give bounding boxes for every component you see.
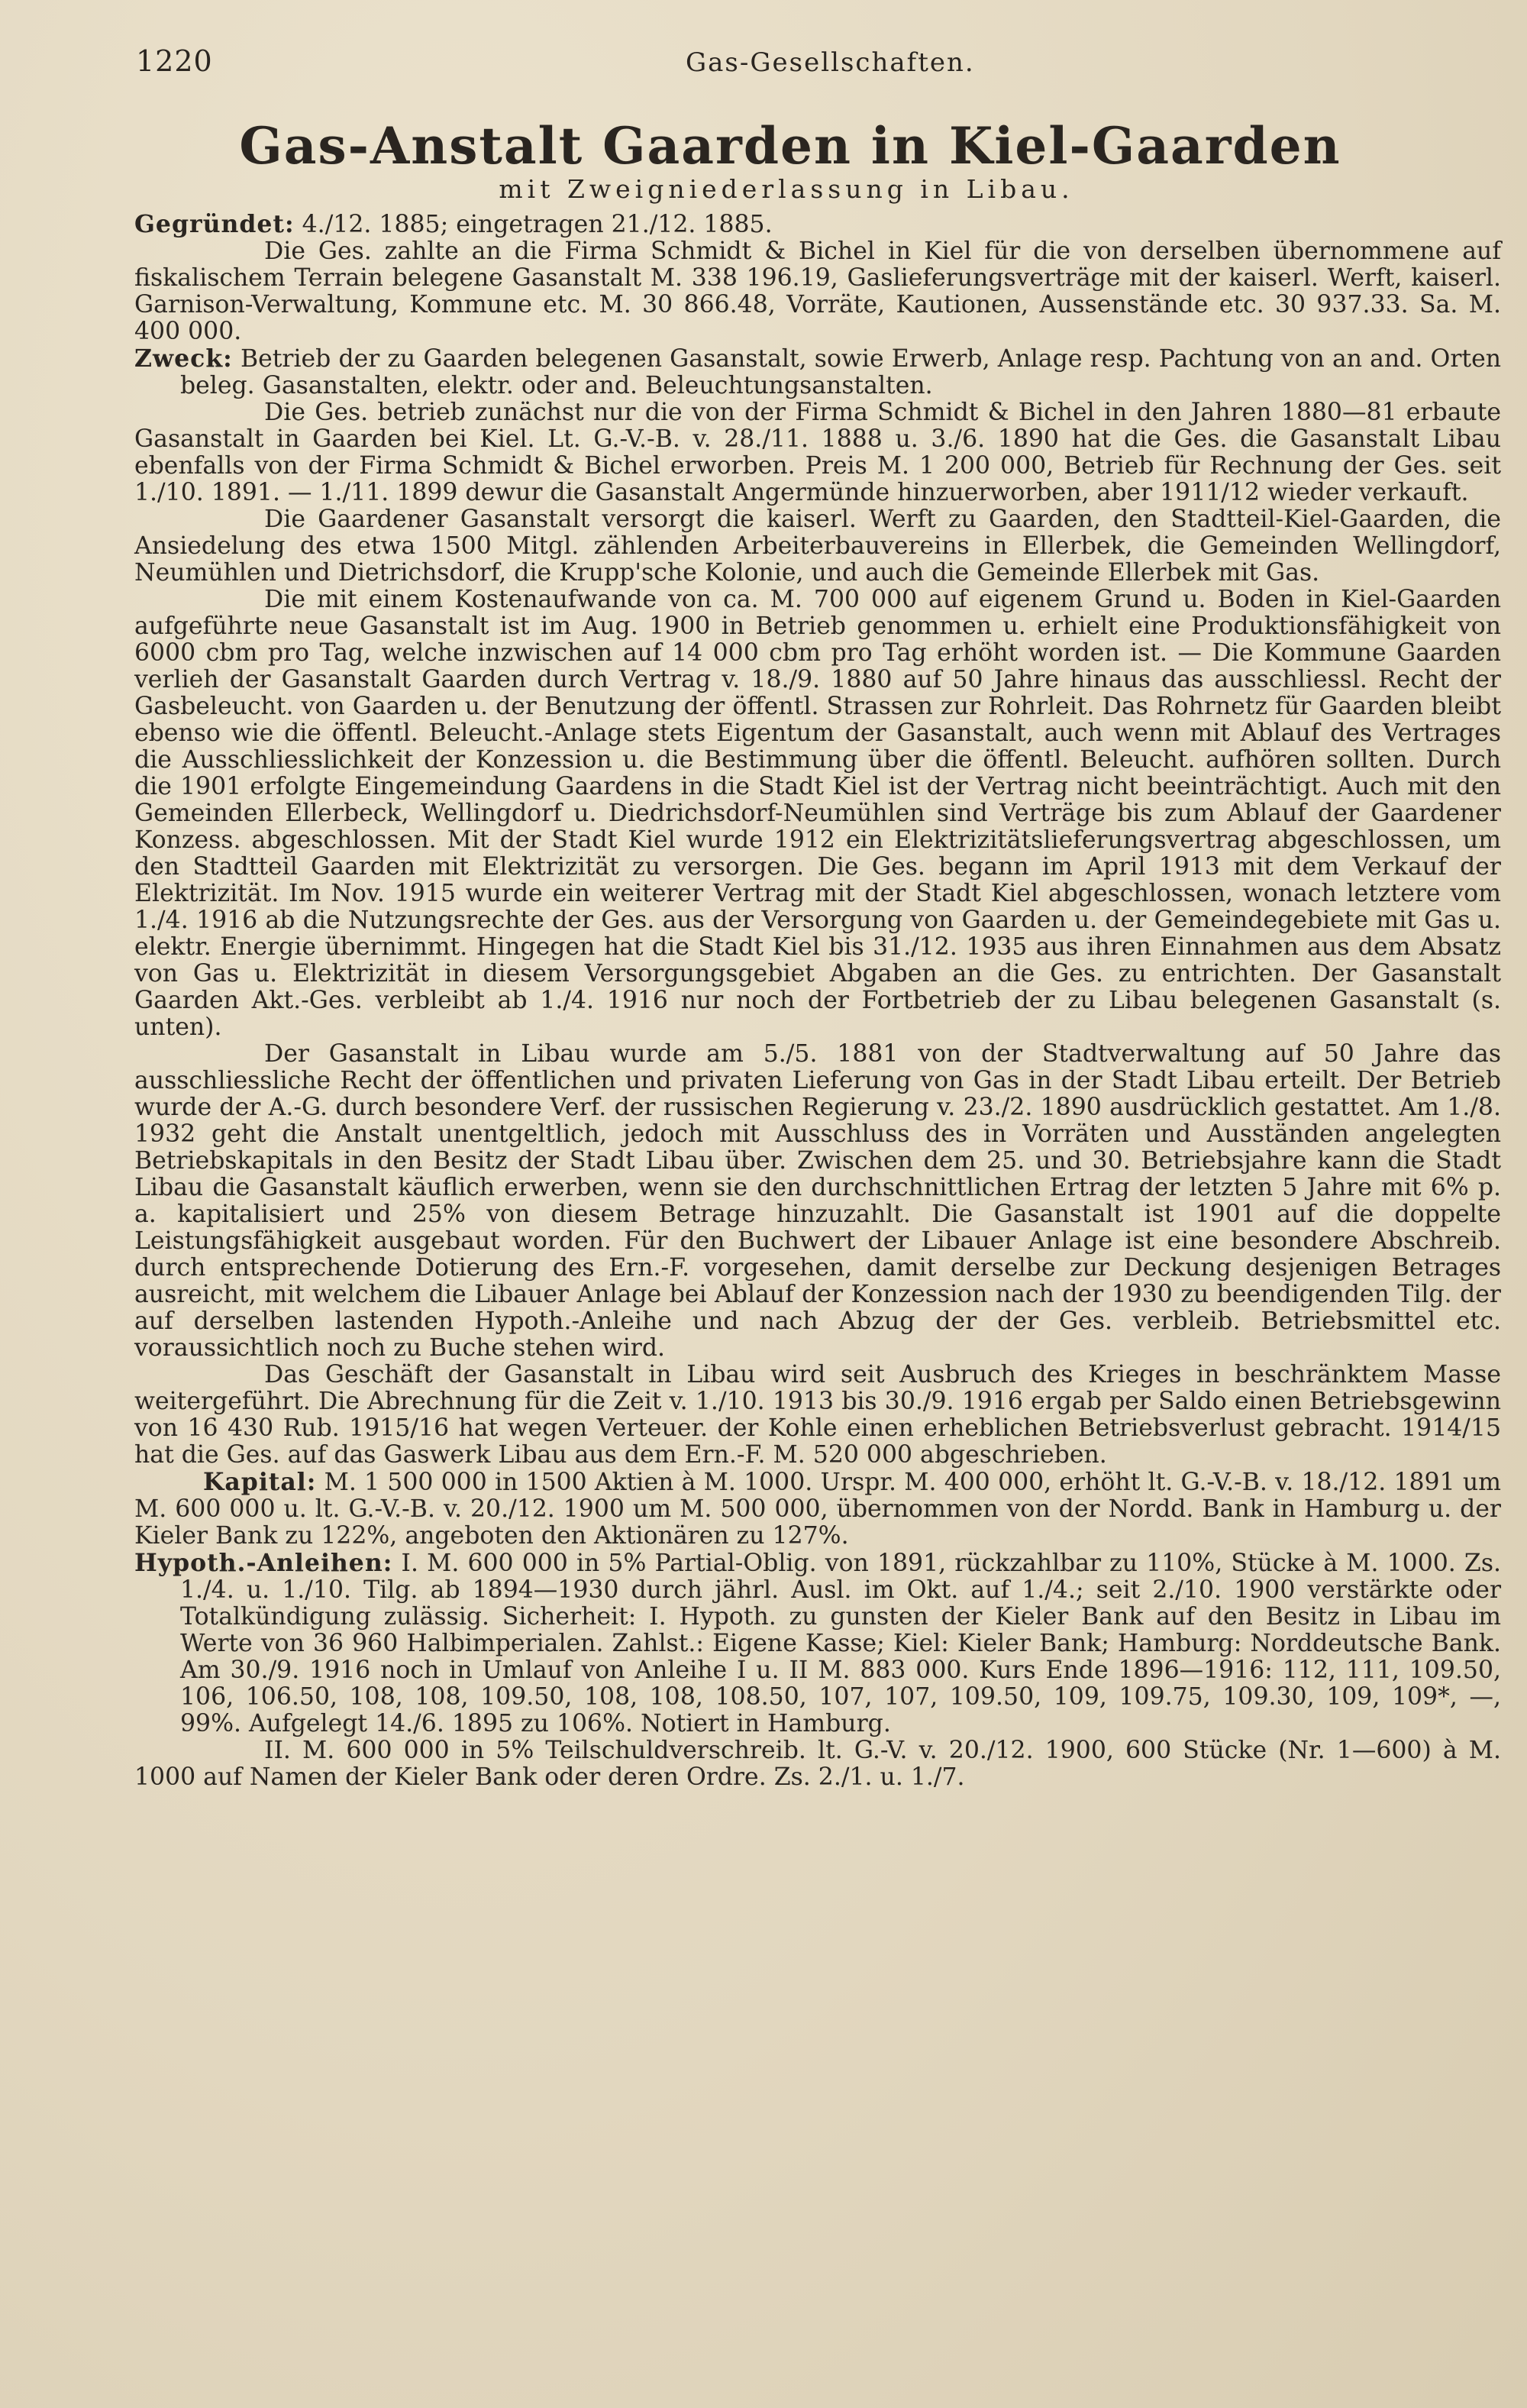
capital-text: M. 1 500 000 in 1500 Aktien à M. 1000. Urspr. M. 400 000, erhöht lt. G.-V.-B. v. 18./12. 1891 um M. 600 000 u. lt. G.-V.-B. v. 20./12. 1900 um M. 500 000, übernommen von der Nordd. Bank in Hamburg u. der Kieler Bank zu 122%, angeboten den Aktionären zu 127%. (134, 1469, 1501, 1550)
page-number: 1220 (136, 44, 213, 78)
running-title: Gas-Gesellschaften. (686, 47, 975, 78)
purpose-paragraph-2: Die Ges. betrieb zunächst nur die von der Firma Schmidt & Bichel in den Jahren 1880—81 erbaute Gasanstalt in Gaarden bei Kiel. Lt. G.-V.-B. v. 28./11. 1888 u. 3./6. 1890 hat die Ges. die Gasanstalt Libau ebenfalls von der Firma Schmidt & Bichel erworben. Preis M. 1 200 000, Betrieb für Rechnung der Ges. seit 1./10. 1891. — 1./11. 1899 dewur die Gasanstalt Angermünde hinzuerworben, aber 1911/12 wieder verkauft. (134, 399, 1501, 506)
founded-label: Gegründet: (134, 210, 295, 238)
purpose-label: Zweck: (134, 344, 233, 373)
mortgage-loans-text: I. M. 600 000 in 5% Partial-Oblig. von 1891, rückzahlbar zu 110%, Stücke à M. 1000. Zs. 1./4. u. 1./10. Tilg. ab 1894—1930 durch jährl. Ausl. im Okt. auf 1./4.; seit 2./10. 1900 verstärkte oder Totalkündigung zulässig. Sicherheit: I. Hypoth. zu gunsten der Kieler Bank auf den Besitz in Libau im Werte von 36 960 Halbimperialen. Zahlst.: Eigene Kasse; Kiel: Kieler Bank; Hamburg: Norddeutsche Bank. Am 30./9. 1916 noch in Umlauf von Anleihe I u. II M. 883 000. Kurs Ende 1896—1916: 112, 111, 109.50, 106, 106.50, 108, 108, 109.50, 108, 108, 108.50, 107, 107, 109.50, 109, 109.75, 109.30, 109, 109*, —, 99%. Aufgelegt 14./6. 1895 zu 106%. Notiert in Hamburg. (180, 1550, 1502, 1737)
running-head (136, 44, 1495, 90)
mortgage-loans-paragraph (134, 1550, 1501, 1737)
article-subtitle: mit Zweigniederlassung in Libau. (499, 174, 1074, 204)
purpose-paragraph-5: Der Gasanstalt in Libau wurde am 5./5. 1881 von der Stadtverwaltung auf 50 Jahre das ausschliessliche Recht der öffentlichen und privaten Lieferung von Gas in der Stadt Libau erteilt. Der Betrieb wurde der A.-G. durch besondere Verf. der russischen Regierung v. 23./2. 1890 ausdrücklich gestattet. Am 1./8. 1932 geht die Anstalt unentgeltlich, jedoch mit Ausschluss des in Vorräten und Ausständen angelegten Betriebskapitals in den Besitz der Stadt Libau über. Zwischen dem 25. und 30. Betriebsjahre kann die Stadt Libau die Gasanstalt käuflich erwerben, wenn sie den durchschnittlichen Ertrag der letzten 5 Jahre mit 6% p. a. kapitalisiert und 25% von diesem Betrage hinzuzahlt. Die Gasanstalt ist 1901 auf die doppelte Leistungsfähigkeit ausgebaut worden. Für den Buchwert der Libauer Anlage ist eine besondere Abschreib. durch entsprechende Dotierung des Ern.-F. vorgesehen, damit derselbe zur Deckung desjenigen Betrages ausreicht, mit welchem die Libauer Anlage bei Ablauf der Konzession nach der 1930 zu beendigenden Tilg. der auf derselben lastenden Hypoth.-Anleihe und nach Abzug der der Ges. verbleib. Betriebsmittel etc. voraussichtlich noch zu Buche stehen wird. (134, 1040, 1501, 1362)
article-title: Gas-Anstalt Gaarden in Kiel-Gaarden (239, 116, 1341, 176)
purpose-text: Betrieb der zu Gaarden belegenen Gasanstalt, sowie Erwerb, Anlage resp. Pachtung von an and. Orten beleg. Gasanstalten, elektr. oder and. Beleuchtungsanstalten. (180, 345, 1501, 399)
founded-text: 4./12. 1885; eingetragen 21./12. 1885. (302, 211, 773, 238)
purpose-paragraph-3: Die Gaardener Gasanstalt versorgt die kaiserl. Werft zu Gaarden, den Stadtteil-Kiel-Gaarden, die Ansiedelung des etwa 1500 Mitgl. zählenden Arbeiterbauvereins in Ellerbek, die Gemeinden Wellingdorf, Neumühlen und Dietrichsdorf, die Krupp'sche Kolonie, und auch die Gemeinde Ellerbek mit Gas. (134, 506, 1501, 587)
purpose-paragraph-4: Die mit einem Kostenaufwande von ca. M. 700 000 auf eigenem Grund u. Boden in Kiel-Gaarden aufgeführte neue Gasanstalt ist im Aug. 1900 in Betrieb genommen u. erhielt eine Produktionsfähigkeit von 6000 cbm pro Tag, welche inzwischen auf 14 000 cbm pro Tag erhöht worden ist. — Die Kommune Gaarden verlieh der Gasanstalt Gaarden durch Vertrag v. 18./9. 1880 auf 50 Jahre hinaus das ausschliessl. Recht der Gasbeleucht. von Gaarden u. der Benutzung der öffentl. Strassen zur Rohrleit. Das Rohrnetz für Gaarden bleibt ebenso wie die öffentl. Beleucht.-Anlage stets Eigentum der Gasanstalt, auch wenn mit Ablauf des Vertrages die Ausschliesslichkeit der Konzession u. die Bestimmung über die öffentl. Beleucht. aufhören sollten. Durch die 1901 erfolgte Eingemeindung Gaardens in die Stadt Kiel ist der Vertrag nicht beeinträchtigt. Auch mit den Gemeinden Ellerbeck, Wellingdorf u. Diedrichsdorf-Neumühlen sind Verträge bis zum Ablauf der Gaardener Konzess. abgeschlossen. Mit der Stadt Kiel wurde 1912 ein Elektrizitätslieferungsvertrag abgeschlossen, um den Stadtteil Gaarden mit Elektrizität zu versorgen. Die Ges. begann im April 1913 mit dem Verkauf der Elektrizität. Im Nov. 1915 wurde ein weiterer Vertrag mit der Stadt Kiel abgeschlossen, wonach letztere vom 1./4. 1916 ab die Nutzungsrechte der Ges. aus der Versorgung von Gaarden u. der Gemeindegebiete mit Gas u. elektr. Energie übernimmt. Hingegen hat die Stadt Kiel bis 31./12. 1935 aus ihren Einnahmen aus dem Absatz von Gas u. Elektrizität in diesem Versorgungsgebiet Abgaben an die Ges. zu entrichten. Der Gasanstalt Gaarden Akt.-Ges. verbleibt ab 1./4. 1916 nur noch der Fortbetrieb der zu Libau belegenen Gasanstalt (s. unten). (134, 586, 1501, 1041)
mortgage-loans-paragraph-2: II. M. 600 000 in 5% Teilschuldverschreib. lt. G.-V. v. 20./12. 1900, 600 Stücke (Nr. 1—600) à M. 1000 auf Namen der Kieler Bank oder deren Ordre. Zs. 2./1. u. 1./7. (134, 1737, 1501, 1791)
founded-paragraph-2: Die Ges. zahlte an die Firma Schmidt & Bichel in Kiel für die von derselben übernommene auf fiskalischem Terrain belegene Gasanstalt M. 338 196.19, Gaslieferungsverträge mit der kaiserl. Werft, kaiserl. Garnison-Verwaltung, Kommune etc. M. 30 866.48, Vorräte, Kautionen, Aussenstände etc. 30 937.33. Sa. M. 400 000. (134, 238, 1501, 345)
purpose-paragraph-6: Das Geschäft der Gasanstalt in Libau wird seit Ausbruch des Krieges in beschränktem Masse weitergeführt. Die Abrechnung für die Zeit v. 1./10. 1913 bis 30./9. 1916 ergab per Saldo einen Betriebsgewinn von 16 430 Rub. 1915/16 hat wegen Verteuer. der Kohle einen erheblichen Betriebsverlust gebracht. 1914/15 hat die Ges. auf das Gaswerk Libau aus dem Ern.-F. M. 520 000 abgeschrieben. (134, 1361, 1501, 1469)
purpose-paragraph (134, 345, 1501, 399)
founded-paragraph (134, 211, 1501, 238)
mortgage-loans-label: Hypoth.-Anleihen: (134, 1549, 393, 1577)
capital-label: Kapital: (203, 1468, 317, 1496)
article-body (134, 211, 1501, 1791)
capital-paragraph (134, 1469, 1501, 1550)
